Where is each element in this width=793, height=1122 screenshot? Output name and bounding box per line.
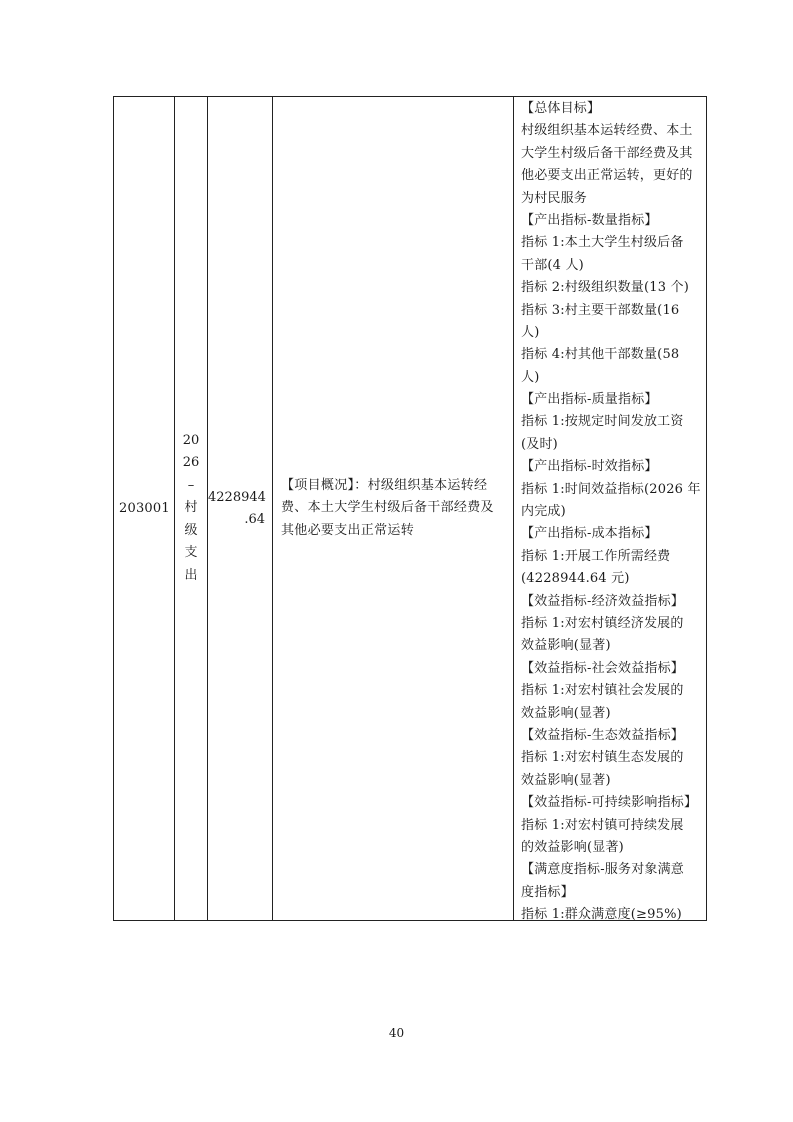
goal-line: 指标 1:对宏村镇经济发展的 <box>521 615 684 631</box>
goal-line: 度指标】 <box>521 884 574 900</box>
goal-line: 【总体目标】 <box>521 101 601 116</box>
year-label-line: 出 <box>184 567 198 583</box>
goal-line: 【效益指标-可持续影响指标】 <box>521 795 698 811</box>
goal-line: 【产出指标-时效指标】 <box>521 459 658 475</box>
goal-line: 的效益影响(显著) <box>521 839 624 855</box>
goal-line: 【效益指标-生态效益指标】 <box>521 727 684 743</box>
goal-line: 干部(4 人) <box>521 257 584 273</box>
goal-line: 指标 1:群众满意度(≥95%) <box>521 907 682 923</box>
goal-line: 指标 1:按规定时间发放工资 <box>521 414 684 430</box>
goal-line: 【产出指标-质量指标】 <box>521 392 658 408</box>
page-number: 40 <box>388 1026 405 1040</box>
overview-cell <box>273 97 514 920</box>
budget-table <box>113 96 707 921</box>
goal-line: 【效益指标-经济效益指标】 <box>521 593 684 609</box>
year-cell <box>175 97 208 920</box>
goal-line: 人) <box>521 369 540 385</box>
project-overview: 【项目概况】：村级组织基本运转经费、本土大学生村级后备干部经费及其他必要支出正常运转 <box>281 477 494 538</box>
goal-line: 指标 2:村级组织数量(13 个) <box>521 280 690 296</box>
goal-line: 内完成) <box>521 504 566 520</box>
year-label-line: 20 <box>182 432 200 448</box>
goal-line: 【产出指标-数量指标】 <box>521 212 658 228</box>
goal-line: 指标 1:开展工作所需经费 <box>521 548 671 564</box>
goal-line: 村级组织基本运转经费、本土 <box>521 123 693 139</box>
project-code: 203001 <box>119 501 170 516</box>
amount-cell <box>208 97 273 920</box>
year-label-line: 26 <box>182 455 200 471</box>
goal-line: 指标 1:时间效益指标(2026 年 <box>521 481 701 497</box>
goal-line: 效益影响(显著) <box>521 705 611 721</box>
goal-line: 效益影响(显著) <box>521 638 611 654</box>
goal-line: 效益影响(显著) <box>521 772 611 788</box>
goal-line: 指标 4:村其他干部数量(58 <box>521 347 680 363</box>
year-label-line: 村 <box>184 500 198 516</box>
amount-line: .64 <box>244 511 265 527</box>
year-label-line: 支 <box>184 545 198 561</box>
goal-line: 大学生村级后备干部经费及其 <box>521 145 693 161</box>
goal-line: 指标 1:对宏村镇生态发展的 <box>521 750 684 766</box>
goals-text <box>514 97 706 926</box>
goal-line: 【效益指标-社会效益指标】 <box>521 660 684 676</box>
goal-line: 人) <box>521 324 540 340</box>
year-label-line: – <box>187 477 195 493</box>
goal-line: 指标 1:对宏村镇社会发展的 <box>521 683 684 699</box>
goals-cell <box>514 97 706 923</box>
goal-line: (4228944.64 元) <box>521 571 630 587</box>
goal-line: 为村民服务 <box>521 190 588 206</box>
goal-line: 【产出指标-成本指标】 <box>521 526 658 542</box>
goal-line: 他必要支出正常运转，更好的 <box>521 168 693 184</box>
goal-line: 指标 3:村主要干部数量(16 <box>521 302 680 318</box>
amount <box>208 487 272 531</box>
year-label-line: 级 <box>184 522 198 538</box>
goal-line: 指标 1:本土大学生村级后备 <box>521 235 684 251</box>
amount-line: 4228944 <box>208 489 266 505</box>
goal-line: 指标 1:对宏村镇可持续发展 <box>521 817 684 833</box>
goal-line: (及时) <box>521 436 558 452</box>
goal-line: 【满意度指标-服务对象满意 <box>521 862 684 878</box>
code-cell <box>114 97 175 920</box>
year-label <box>175 430 207 588</box>
